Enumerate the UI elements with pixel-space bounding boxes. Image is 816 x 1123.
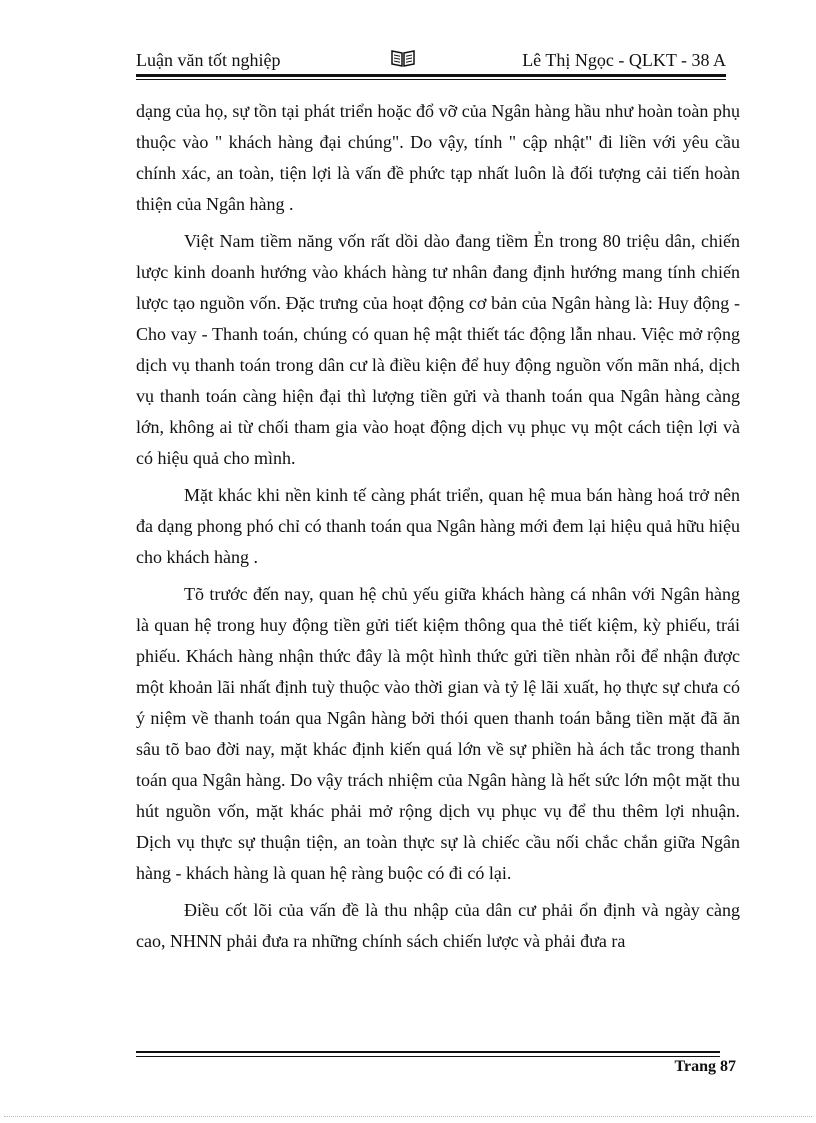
- paragraph: Mặt khác khi nền kinh tế càng phát triển, quan hệ mua bán hàng hoá trở nên đa dạng phong phó chỉ có thanh toán qua Ngân hàng mới đem lại hiệu quả hữu hiệu cho khách hàng .: [136, 485, 740, 567]
- open-book-icon: [390, 48, 416, 68]
- header-author: Lê Thị Ngọc - QLKT - 38 A: [522, 50, 726, 70]
- header-rule-thick: [136, 74, 726, 77]
- header-thesis-title: Luận văn tốt nghiệp: [136, 50, 281, 70]
- page-body: [136, 96, 740, 963]
- page-header: [136, 46, 726, 76]
- footer-rule-thin: [136, 1056, 720, 1057]
- paragraph: Việt Nam tiềm năng vốn rất dồi dào đang tiềm Ẻn trong 80 triệu dân, chiến lược kinh doanh hướng vào khách hàng tư nhân đang định hướng mang tính chiến lược tạo nguồn vốn. Đặc trưng của hoạt động cơ bản của Ngân hàng là: Huy động - Cho vay - Thanh toán, chúng có quan hệ mật thiết tác động lẫn nhau. Việc mở rộng dịch vụ thanh toán trong dân cư là điều kiện để huy động nguồn vốn mãn nhá, dịch vụ thanh toán càng hiện đại thì lượng tiền gửi và thanh toán qua Ngân hàng càng lớn, không ai từ chối tham gia vào hoạt động dịch vụ phục vụ một cách tiện lợi và có hiệu quả cho mình.: [136, 231, 740, 468]
- paragraph: dạng của họ, sự tồn tại phát triển hoặc đổ vỡ của Ngân hàng hầu như hoàn toàn phụ thuộc vào " khách hàng đại chúng". Do vậy, tính " cập nhật" đi liền với yêu cầu chính xác, an toàn, tiện lợi là vấn đề phức tạp nhất luôn là đối tượng cải tiến hoàn thiện của Ngân hàng .: [136, 101, 740, 214]
- page-number: Trang 87: [674, 1058, 736, 1075]
- page-edge-divider: [4, 1116, 812, 1117]
- paragraph: Tõ trước đến nay, quan hệ chủ yếu giữa khách hàng cá nhân với Ngân hàng là quan hệ trong huy động tiền gửi tiết kiệm thông qua thẻ tiết kiệm, kỳ phiếu, trái phiếu. Khách hàng nhận thức đây là một hình thức gửi tiền nhàn rỗi để nhận được một khoản lãi nhất định tuỳ thuộc vào thời gian và tỷ lệ lãi xuất, họ thực sự chưa có ý niệm về thanh toán qua Ngân hàng bởi thói quen thanh toán bằng tiền mặt đã ăn sâu tõ bao đời nay, mặt khác định kiến quá lớn về sự phiền hà ách tắc trong thanh toán qua Ngân hàng. Do vậy trách nhiệm của Ngân hàng là hết sức lớn một mặt thu hút nguồn vốn, mặt khác phải mở rộng dịch vụ phục vụ để thu thêm lợi nhuận. Dịch vụ thực sự thuận tiện, an toàn thực sự là chiếc cầu nối chắc chắn giữa Ngân hàng - khách hàng là quan hệ ràng buộc có đi có lại.: [136, 584, 740, 883]
- header-rule-thin: [136, 79, 726, 80]
- paragraph: Điều cốt lõi của vấn đề là thu nhập của dân cư phải ổn định và ngày càng cao, NHNN phải đưa ra những chính sách chiến lược và phải đưa ra: [136, 900, 740, 951]
- footer-rule-thick: [136, 1051, 720, 1053]
